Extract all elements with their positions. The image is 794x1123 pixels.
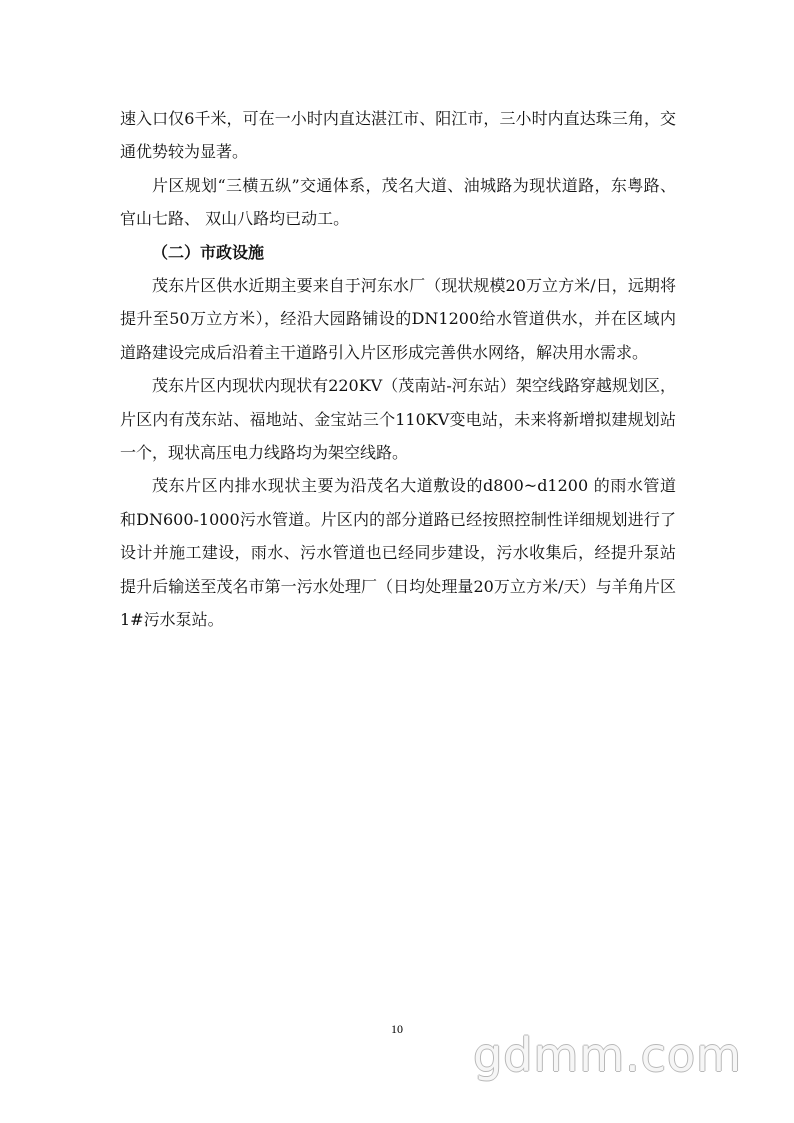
- paragraph-traffic-system: 片区规划“三横五纵”交通体系，茂名大道、油城路为现状道路，东粤路、官山七路、 双山八路均已动工。: [120, 175, 676, 229]
- document-body: [120, 102, 676, 637]
- paragraph-drainage: 茂东片区内排水现状主要为沿茂名大道敷设的d800~d1200 的雨水管道和DN600-1000污水管道。片区内的部分道路已经按照控制性详细规划进行了设计并施工建设，雨水、污水管道也已经同步建设，污水收集后，经提升泵站提升后输送至茂名市第一污水处理厂（日均处理量20万立方米/天）与羊角片区1#污水泵站。: [120, 476, 676, 630]
- paragraph-power-supply: 茂东片区内现状内现状有220KV（茂南站-河东站）架空线路穿越规划区，片区内有茂东站、福地站、金宝站三个110KV变电站，未来将新增拟建规划站一个，现状高压电力线路均为架空线路。: [120, 376, 676, 463]
- paragraph-traffic-access: 速入口仅6千米，可在一小时内直达湛江市、阳江市，三小时内直达珠三角，交通优势较为显著。: [120, 109, 676, 162]
- site-watermark: gdmm.com: [473, 1028, 742, 1082]
- page-number: 10: [391, 1022, 403, 1036]
- paragraph-water-supply: 茂东片区供水近期主要来自于河东水厂（现状规模20万立方米/日，远期将提升至50万立方米），经沿大园路铺设的DN1200给水管道供水，并在区域内道路建设完成后沿着主干道路引入片区形成完善供水网络，解决用水需求。: [120, 276, 676, 362]
- section-heading-municipal-facilities: （二）市政设施: [152, 242, 265, 262]
